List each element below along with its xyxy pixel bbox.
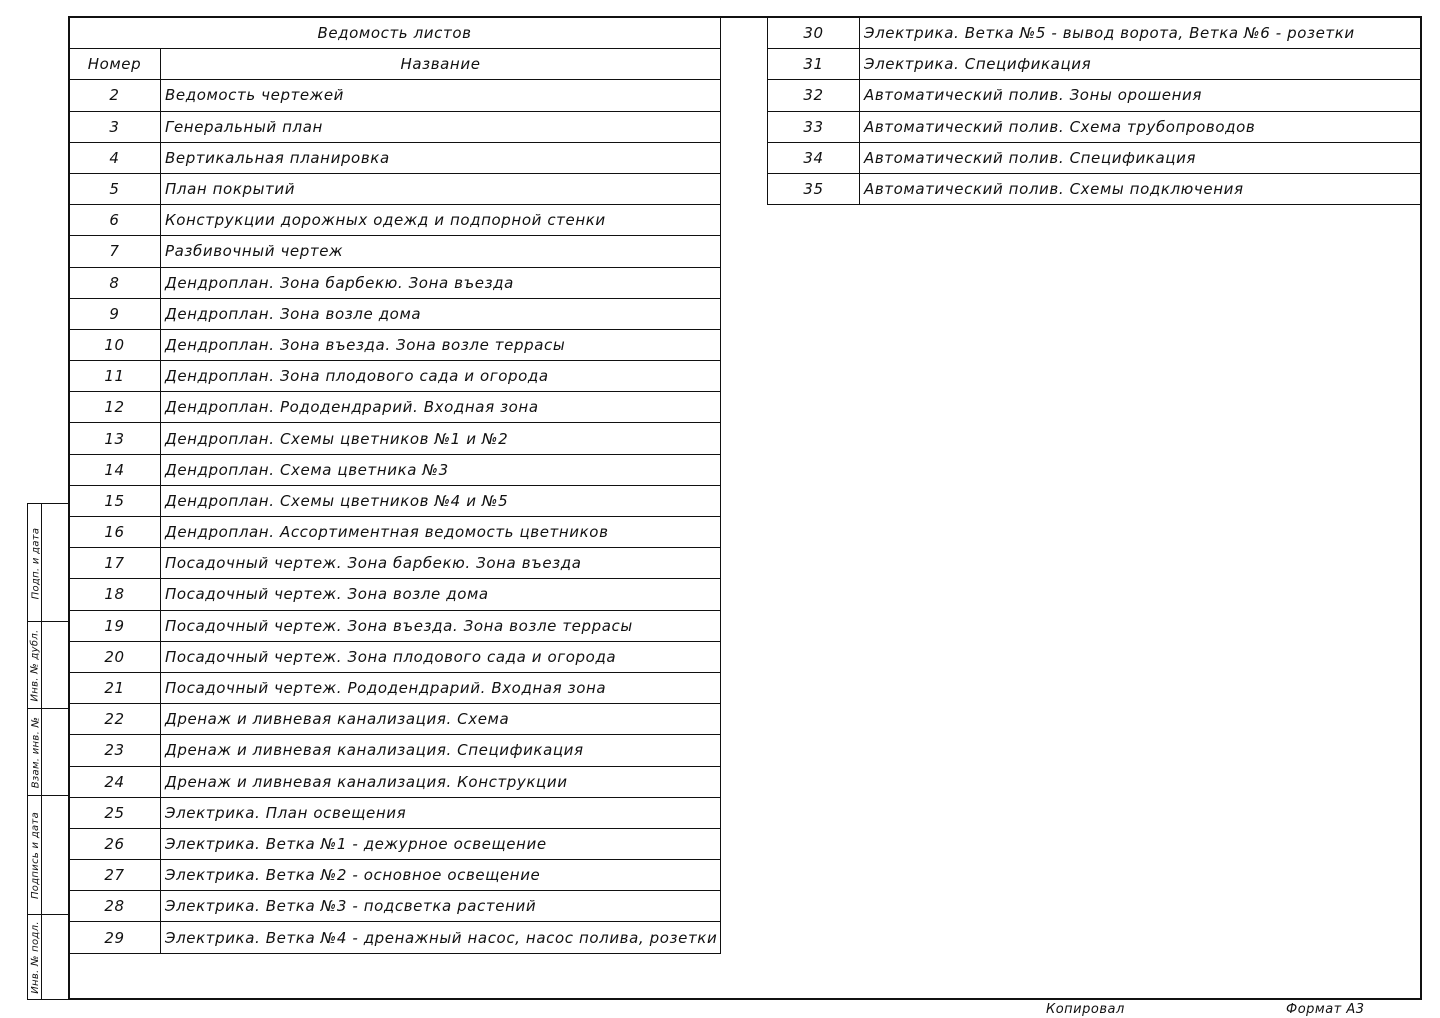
sheet-name: Посадочный чертеж. Зона плодового сада и огорода: [161, 641, 721, 672]
table-row: [69, 766, 721, 797]
sheet-name: Электрика. Ветка №2 - основное освещение: [161, 860, 721, 891]
table-row: [69, 236, 721, 267]
sheet-name: Электрика. Ветка №4 - дренажный насос, насос полива, розетки: [161, 922, 721, 953]
table-row: [69, 891, 721, 922]
sheet-name: Посадочный чертеж. Зона въезда. Зона возле террасы: [161, 610, 721, 641]
table-row: [69, 641, 721, 672]
sheet-name: Дренаж и ливневая канализация. Спецификация: [161, 735, 721, 766]
table-row: [69, 517, 721, 548]
stamp-label-sign-date: Подп. и дата: [30, 527, 42, 599]
sheet-number: 21: [69, 672, 161, 703]
sheet-number: 2: [69, 80, 161, 111]
table-row: [69, 392, 721, 423]
column-header-name: Название: [161, 49, 721, 80]
sheet-list-table-continued: [767, 17, 1421, 205]
sheet-name: Автоматический полив. Зоны орошения: [860, 80, 1421, 111]
table-row: [768, 142, 1421, 173]
table-row: [768, 173, 1421, 204]
table-row: [768, 18, 1421, 49]
sheet-number: 31: [768, 49, 860, 80]
footer-format: Формат А3: [1286, 1002, 1365, 1017]
sheet-number: 22: [69, 704, 161, 735]
sheet-number: 4: [69, 142, 161, 173]
sheet-number: 11: [69, 361, 161, 392]
sheet-number: 5: [69, 173, 161, 204]
sheet-name: Дендроплан. Рододендрарий. Входная зона: [161, 392, 721, 423]
sheet-name: Дренаж и ливневая канализация. Схема: [161, 704, 721, 735]
sheet-name: Дендроплан. Зона плодового сада и огорода: [161, 361, 721, 392]
sheet-number: 25: [69, 797, 161, 828]
sheet-number: 28: [69, 891, 161, 922]
sheet-name: Дендроплан. Схемы цветников №4 и №5: [161, 485, 721, 516]
sheet-name: Дендроплан. Зона въезда. Зона возле террасы: [161, 329, 721, 360]
table-row: [69, 485, 721, 516]
table-row: [69, 361, 721, 392]
sheet-name: Дендроплан. Ассортиментная ведомость цветников: [161, 517, 721, 548]
sheet-name: Электрика. Ветка №5 - вывод ворота, Ветка №6 - розетки: [860, 18, 1421, 49]
sheet-name: Вертикальная планировка: [161, 142, 721, 173]
sheet-name: Автоматический полив. Схема трубопроводов: [860, 111, 1421, 142]
sheet-name: Генеральный план: [161, 111, 721, 142]
sheet-name: Электрика. Спецификация: [860, 49, 1421, 80]
sheet-number: 33: [768, 111, 860, 142]
sheet-number: 12: [69, 392, 161, 423]
sheet-name: Дендроплан. Схемы цветников №1 и №2: [161, 423, 721, 454]
sheet-number: 32: [768, 80, 860, 111]
sheet-name: Посадочный чертеж. Зона возле дома: [161, 579, 721, 610]
sheet-name: Посадочный чертеж. Рододендрарий. Входная зона: [161, 672, 721, 703]
table-row: [768, 49, 1421, 80]
table-row: [768, 111, 1421, 142]
stamp-label-dup-inv: Инв. № дубл.: [30, 628, 41, 702]
sheet-number: 10: [69, 329, 161, 360]
sheet-number: 8: [69, 267, 161, 298]
sheet-number: 9: [69, 298, 161, 329]
sheet-number: 3: [69, 111, 161, 142]
table-title: Ведомость листов: [69, 18, 721, 49]
table-row: [69, 548, 721, 579]
footer-copied: Копировал: [1046, 1002, 1125, 1017]
sheet-name: Электрика. Ветка №3 - подсветка растений: [161, 891, 721, 922]
table-row: [69, 267, 721, 298]
table-row: [69, 329, 721, 360]
sheet-number: 14: [69, 454, 161, 485]
sheet-name: План покрытий: [161, 173, 721, 204]
table-row: [69, 80, 721, 111]
table-row: [69, 423, 721, 454]
table-row: [69, 735, 721, 766]
table-row: [69, 142, 721, 173]
sheet-number: 29: [69, 922, 161, 953]
sheet-number: 16: [69, 517, 161, 548]
sheet-number: 30: [768, 18, 860, 49]
sheet-name: Посадочный чертеж. Зона барбекю. Зона въезда: [161, 548, 721, 579]
sheet-number: 19: [69, 610, 161, 641]
table-row: [69, 173, 721, 204]
sheet-number: 18: [69, 579, 161, 610]
sheet-name: Разбивочный чертеж: [161, 236, 721, 267]
stamp-label-orig-inv: Инв. № подл.: [30, 920, 41, 994]
stamp-label-replace-inv: Взам. инв. №: [30, 716, 41, 788]
sheet-list-table: [68, 17, 721, 954]
table-row: [69, 610, 721, 641]
sheet-number: 17: [69, 548, 161, 579]
sheet-number: 15: [69, 485, 161, 516]
table-row: [69, 454, 721, 485]
table-row: [69, 922, 721, 953]
table-row: [69, 704, 721, 735]
sheet-name: Дендроплан. Схема цветника №3: [161, 454, 721, 485]
sheet-name: Автоматический полив. Схемы подключения: [860, 173, 1421, 204]
sheet-number: 23: [69, 735, 161, 766]
sheet-name: Конструкции дорожных одежд и подпорной стенки: [161, 205, 721, 236]
table-row: [69, 860, 721, 891]
sheet-number: 35: [768, 173, 860, 204]
sheet-number: 13: [69, 423, 161, 454]
sheet-number: 7: [69, 236, 161, 267]
sheet-name: Дренаж и ливневая канализация. Конструкции: [161, 766, 721, 797]
sheet-number: 26: [69, 828, 161, 859]
table-row: [69, 672, 721, 703]
table-row: [69, 205, 721, 236]
table-row: [768, 80, 1421, 111]
table-row: [69, 828, 721, 859]
sheet-name: Автоматический полив. Спецификация: [860, 142, 1421, 173]
table-row: [69, 579, 721, 610]
sheet-number: 6: [69, 205, 161, 236]
sheet-name: Электрика. Ветка №1 - дежурное освещение: [161, 828, 721, 859]
sheet-number: 24: [69, 766, 161, 797]
sheet-number: 27: [69, 860, 161, 891]
table-row: [69, 298, 721, 329]
column-header-number: Номер: [69, 49, 161, 80]
table-row: [69, 797, 721, 828]
sheet-name: Дендроплан. Зона возле дома: [161, 298, 721, 329]
table-row: [69, 111, 721, 142]
sheet-name: Электрика. План освещения: [161, 797, 721, 828]
stamp-label-signature-date: Подпись и дата: [30, 811, 42, 899]
sheet-name: Дендроплан. Зона барбекю. Зона въезда: [161, 267, 721, 298]
sheet-number: 20: [69, 641, 161, 672]
sheet-number: 34: [768, 142, 860, 173]
sheet-name: Ведомость чертежей: [161, 80, 721, 111]
